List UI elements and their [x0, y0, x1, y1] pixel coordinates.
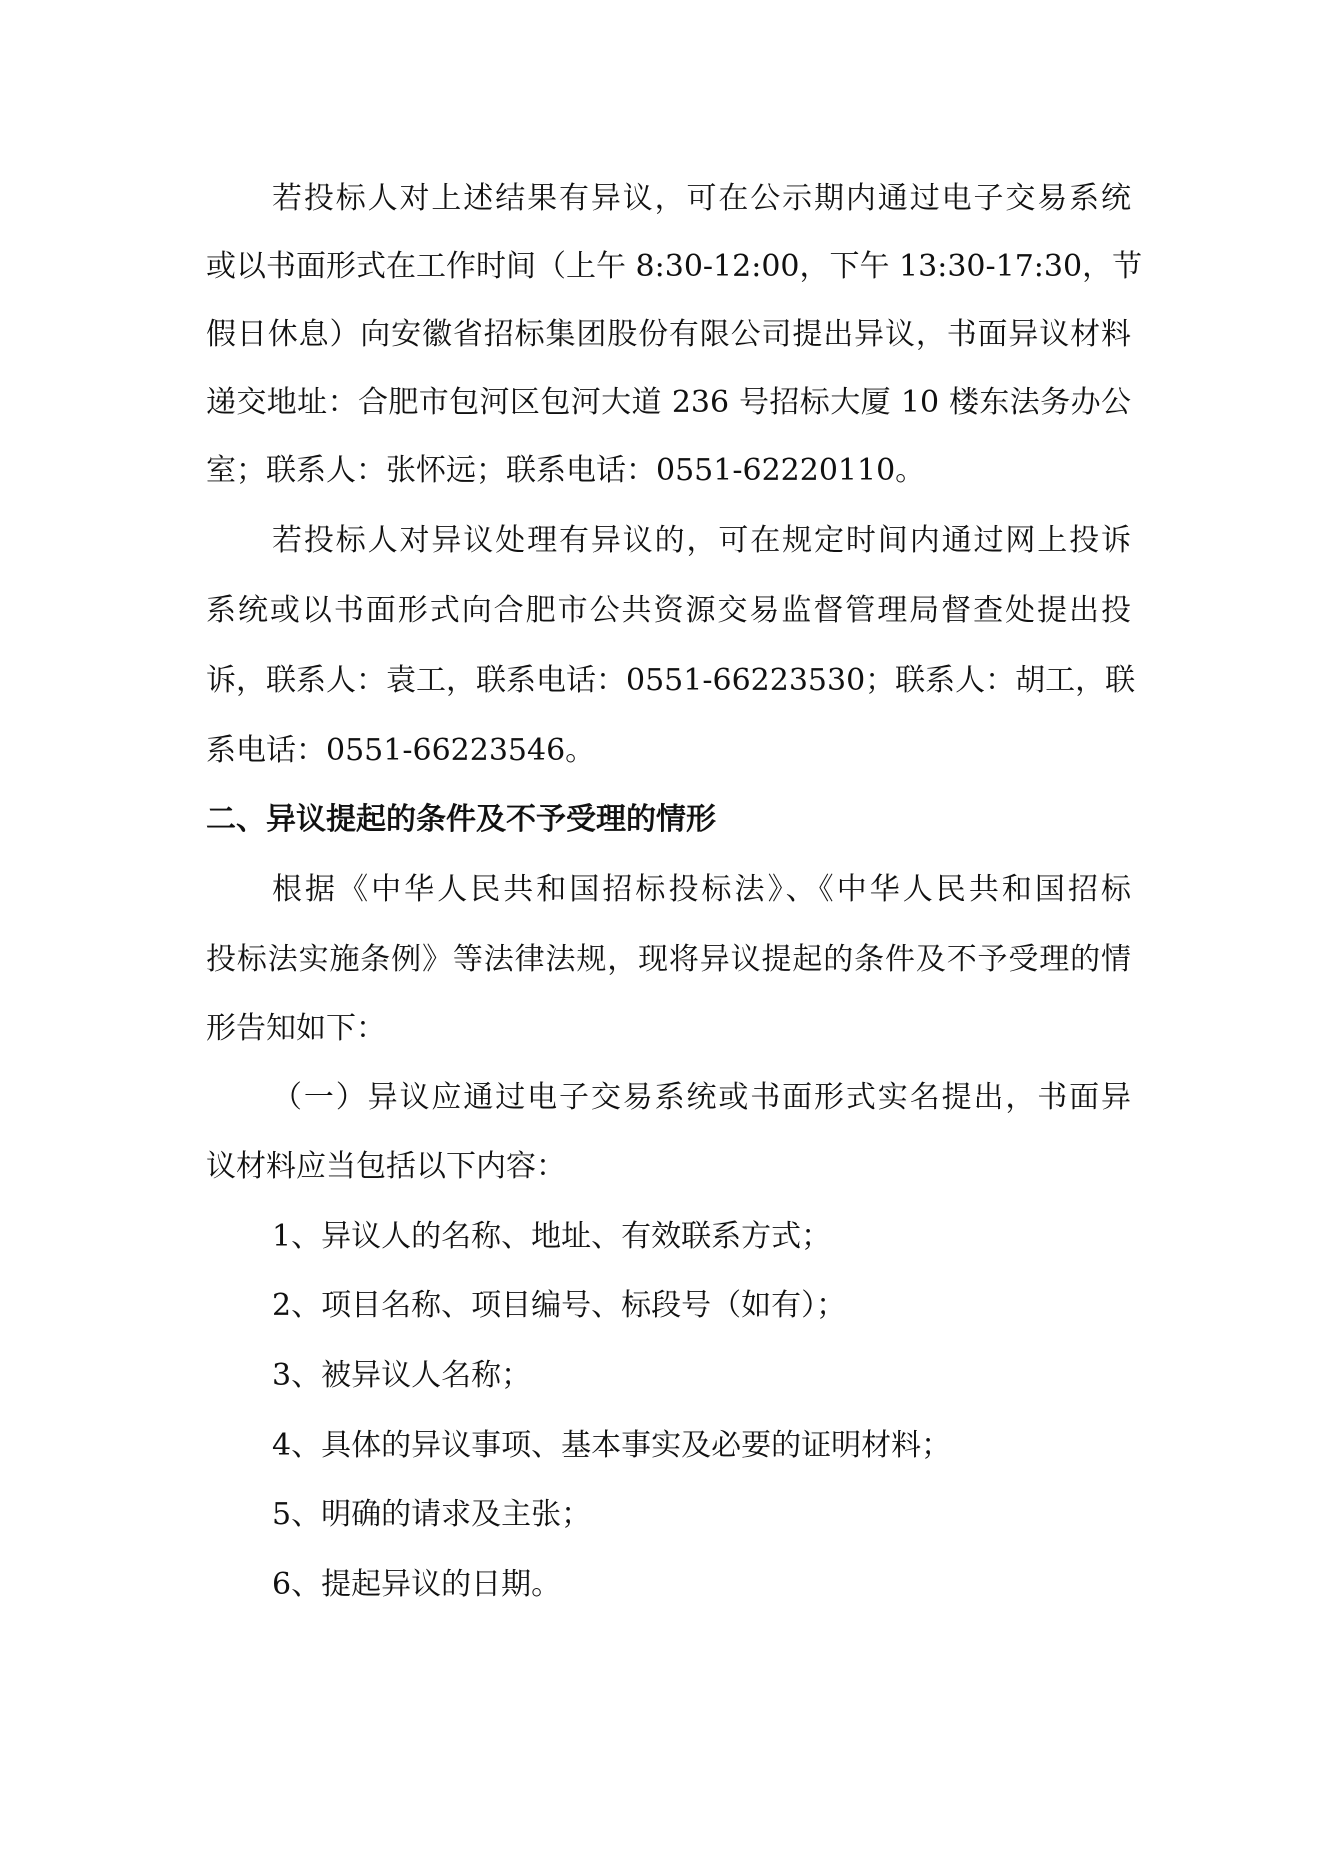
paragraph-line: 系电话：0551-66223546。 [206, 733, 596, 768]
list-item: 5、明确的请求及主张； [272, 1497, 592, 1532]
paragraph-line: 或以书面形式在工作时间（上午 8:30-12:00，下午 13:30-17:30，节 [206, 249, 1143, 284]
list-item: 3、被异议人名称； [272, 1358, 532, 1393]
list-item: 2、项目名称、项目编号、标段号（如有）； [272, 1288, 847, 1323]
paragraph-line: （一）异议应通过电子交易系统或书面形式实名提出，书面异 [272, 1080, 1131, 1115]
list-item: 4、具体的异议事项、基本事实及必要的证明材料； [272, 1428, 952, 1463]
paragraph-line: 议材料应当包括以下内容： [206, 1149, 566, 1184]
paragraph-line: 若投标人对上述结果有异议，可在公示期内通过电子交易系统 [272, 181, 1131, 216]
section-heading: 二、异议提起的条件及不予受理的情形 [206, 802, 716, 837]
paragraph-line: 投标法实施条例》等法律法规，现将异议提起的条件及不予受理的情 [206, 942, 1131, 977]
paragraph-line: 递交地址：合肥市包河区包河大道 236 号招标大厦 10 楼东法务办公 [206, 385, 1131, 420]
paragraph-line: 根据《中华人民共和国招标投标法》、《中华人民共和国招标 [272, 872, 1131, 907]
paragraph-line: 若投标人对异议处理有异议的，可在规定时间内通过网上投诉 [272, 523, 1131, 558]
list-item: 1、异议人的名称、地址、有效联系方式； [272, 1219, 832, 1254]
paragraph-line: 室；联系人：张怀远；联系电话：0551-62220110。 [206, 453, 926, 488]
paragraph-line: 系统或以书面形式向合肥市公共资源交易监督管理局督查处提出投 [206, 593, 1131, 628]
paragraph-line: 诉，联系人：袁工，联系电话：0551-66223530；联系人：胡工，联 [206, 663, 1136, 698]
list-item: 6、提起异议的日期。 [272, 1567, 562, 1602]
paragraph-line: 假日休息）向安徽省招标集团股份有限公司提出异议，书面异议材料 [206, 317, 1131, 352]
paragraph-line: 形告知如下： [206, 1011, 386, 1046]
